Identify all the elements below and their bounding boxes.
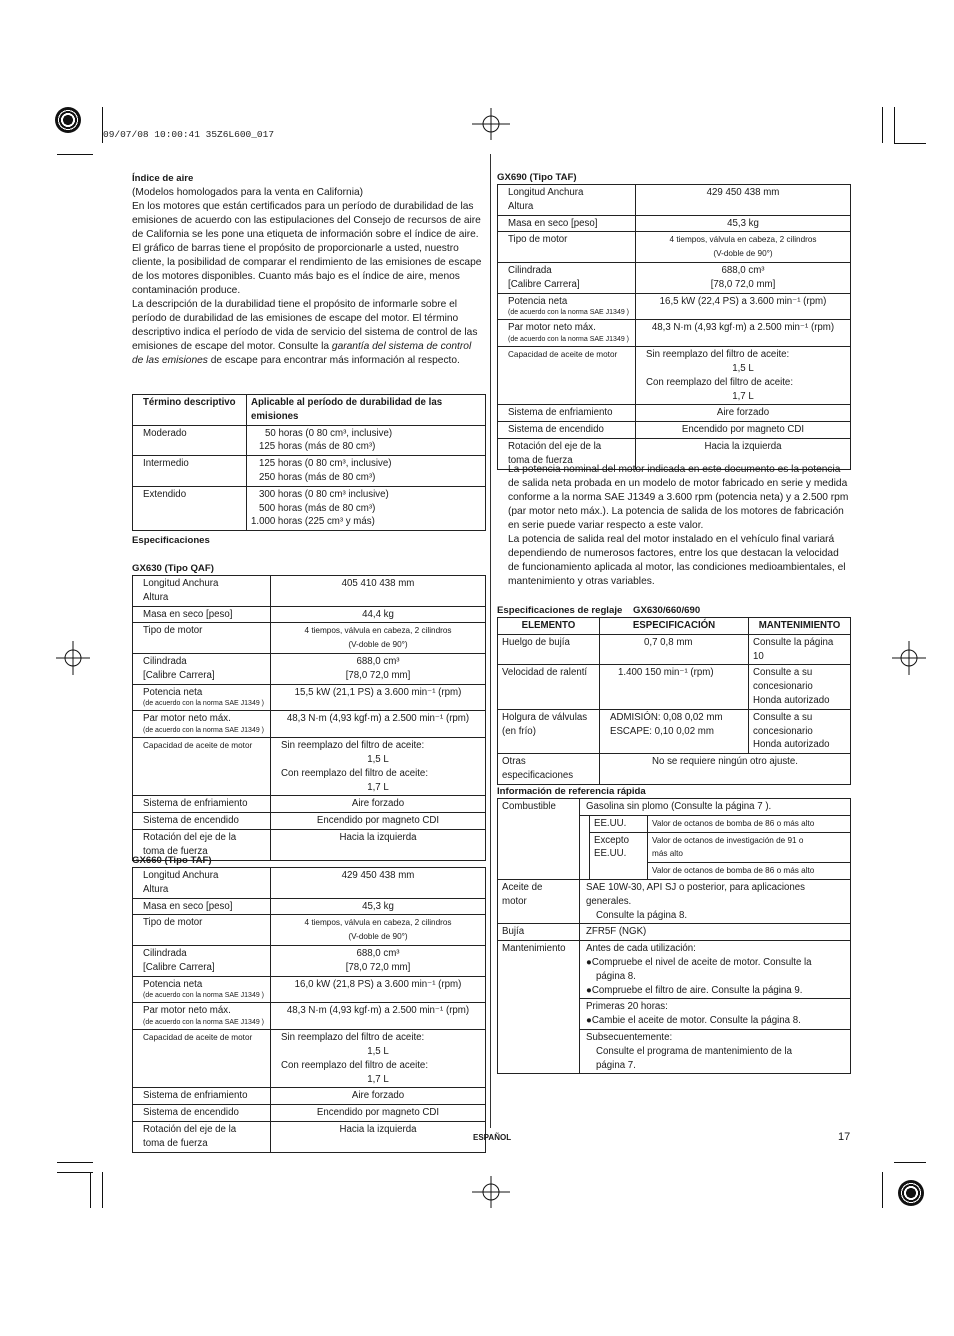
language-label: ESPAÑOL (473, 1133, 512, 1142)
bullet-icon: ● (586, 1015, 592, 1027)
quick-reference-table (497, 798, 851, 1074)
tuneup-table: ELEMENTO ESPECIFICACIÓN MANTENIMIENTO Huelgo de bujía 0,7 0,8 mm Consulte la página 10 Velocidad de ralentí 1.400 150 min⁻¹ (rpm) Consulte a su concesionario Honda autorizado Holgura de válvulas (en frío) ADMISIÓN: 0,08 0,02 mm ESCAPE: 0,10 0,02 mm Consulte a su concesionario Honda autorizado Otras especificaciones No se requiere ningún otro ajuste. (497, 617, 851, 785)
gx690-spec-table: Longitud Anchura Altura 429 450 438 mm Masa en seco [peso] 45,3 kg Tipo de motor 4 tiempos, válvula en cabeza, 2 cilindros (V-doble de 90°) Cilindrada [Calibre Carrera] 688,0 cm³ [78,0 72,0 mm] Potencia neta (de acuerdo con la norma SAE J1349 ) 16,5 kW (22,4 PS) a 3.600 min⁻¹ (rpm) Par motor neto máx. (de acuerdo con la norma SAE J1349 ) 48,3 N·m (4,93 kgf·m) a 2.500 min⁻¹ (rpm) Capacidad de aceite de motor Sin reemplazo del filtro de aceite: 1,5 L Con reemplazo del filtro de aceite: 1,7 L Sistema de enfriamiento Aire forzado Sistema de encendido Encendido por magneto CDI Rotación del eje de la toma de fuerza Hacia la izquierda (497, 184, 851, 470)
table-row: Mantenimiento Antes de cada utilización: ●Compruebe el nivel de aceite de motor. Consulte la página 8. ●Compruebe el filtro de aire. Consulte la página 9. (498, 941, 851, 999)
power-rating-note (508, 463, 851, 589)
table-row: EE.UU. Valor de octanos de bomba de 86 o más alto (498, 815, 851, 832)
table-row: Otras especificaciones No se requiere ningún otro ajuste. (498, 754, 851, 785)
warranty-reference: garantía del sistema de control de las emisiones (132, 341, 472, 366)
crosshair-mark-top (472, 108, 510, 140)
air-index-title: Índice de aire (132, 173, 194, 184)
air-index-paragraph-2: El gráfico de barras tiene el propósito de proporcionarle a usted, nuestro cliente, la posibilidad de comparar el rendimiento de las emisiones de escape de los motores disponibles. Cuanto más bajo es el índice de aire, menos contaminación produce. (132, 243, 482, 296)
table-row: Excepto EE.UU. Valor de octanos de investigación de 91 o más alto (498, 832, 851, 863)
power-note-paragraph-2: La potencia de salida real del motor instalado en el vehículo final variará dependiendo de numerosos factores, entre los que destacan la velocidad de funcionamiento aplicada al motor, las condiciones medioambientales, el mantenimiento y otras variables. (508, 534, 846, 587)
table-row: Combustible Gasolina sin plomo (Consulte la página 7 ). (498, 799, 851, 816)
gx660-spec-table: Longitud Anchura Altura 429 450 438 mm Masa en seco [peso] 45,3 kg Tipo de motor 4 tiempos, válvula en cabeza, 2 cilindros (V-doble de 90°) Cilindrada [Calibre Carrera] 688,0 cm³ [78,0 72,0 mm] Potencia neta (de acuerdo con la norma SAE J1349 ) 16,0 kW (21,8 PS) a 3.600 min⁻¹ (rpm) Par motor neto máx. (de acuerdo con la norma SAE J1349 ) 48,3 N·m (4,93 kgf·m) a 2.500 min⁻¹ (rpm) Capacidad de aceite de motor Sin reemplazo del filtro de aceite: 1,5 L Con reemplazo del filtro de aceite: 1,7 L Sistema de enfriamiento Aire forzado Sistema de encendido Encendido por magneto CDI Rotación del eje de la toma de fuerza Hacia la izquierda (132, 867, 486, 1153)
crosshair-mark-bottom (472, 1176, 510, 1208)
table-row: Intermedio 125 horas (0 80 cm³, inclusive) 250 horas (más de 80 cm³) (133, 456, 486, 487)
table-row: Holgura de válvulas (en frío) ADMISIÓN: 0,08 0,02 mm ESCAPE: 0,10 0,02 mm Consulte a su concesionario Honda autorizado (498, 709, 851, 753)
air-index-paragraph-1: En los motores que están certificados para un período de durabilidad de las emisiones de acuerdo con las estipulaciones del Consejo de recursos de aire de California se les pone una etiqueta de información sobre el índice de aire. (132, 201, 481, 240)
quick-reference-title: Información de referencia rápida (497, 786, 646, 797)
bullet-icon: ● (586, 956, 592, 968)
table-row: Velocidad de ralentí 1.400 150 min⁻¹ (rpm) Consulte a su concesionario Honda autorizado (498, 665, 851, 709)
table-row: Valor de octanos de bomba de 86 o más alto (498, 863, 851, 880)
air-index-subtitle: (Modelos homologados para la venta en California) (132, 187, 364, 198)
bullet-icon: ● (586, 984, 592, 996)
gx660-title: GX660 (Tipo TAF) (132, 855, 212, 866)
air-index-section (132, 172, 482, 368)
durability-table (132, 394, 486, 531)
specifications-title: Especificaciones (132, 535, 210, 546)
crosshair-mark-right (892, 641, 926, 675)
durability-col-period: Aplicable al período de durabilidad de las emisiones (247, 395, 486, 426)
registration-mark-top-left (55, 107, 81, 133)
registration-mark-bottom-right (898, 1180, 924, 1206)
tuneup-title: Especificaciones de reglaje GX630/660/690 (497, 605, 701, 616)
print-stamp: 09/07/08 10:00:41 35Z6L600_017 (103, 129, 275, 140)
gx630-spec-table: Longitud Anchura Altura 405 410 438 mm Masa en seco [peso] 44,4 kg Tipo de motor 4 tiempos, válvula en cabeza, 2 cilindros (V-doble de 90°) Cilindrada [Calibre Carrera] 688,0 cm³ [78,0 72,0 mm] Potencia neta (de acuerdo con la norma SAE J1349 ) 15,5 kW (21,1 PS) a 3.600 min⁻¹ (rpm) Par motor neto máx. (de acuerdo con la norma SAE J1349 ) 48,3 N·m (4,93 kgf·m) a 2.500 min⁻¹ (rpm) Capacidad de aceite de motor Sin reemplazo del filtro de aceite: 1,5 L Con reemplazo del filtro de aceite: 1,7 L Sistema de enfriamiento Aire forzado Sistema de encendido Encendido por magneto CDI Rotación del eje de la toma de fuerza Hacia la izquierda (132, 575, 486, 861)
crosshair-mark-left (56, 641, 90, 675)
gx690-title: GX690 (Tipo TAF) (497, 172, 577, 183)
air-index-paragraph-3: La descripción de la durabilidad tiene el propósito de informarle sobre el período de durabilidad de las emisiones de escape del motor. El término descriptivo indica el período de vida de servicio del sistema de control de las emisiones de escape del motor. Consulte la garantía del sistema de control de las emisiones de escape para encontrar más información al respecto. (132, 299, 478, 366)
table-row: Extendido 300 horas (0 80 cm³ inclusive) 500 horas (más de 80 cm³) 1.000 horas (225 cm³ y más) (133, 486, 486, 530)
table-row: Bujía ZFR5F (NGK) (498, 924, 851, 941)
table-row: Primeras 20 horas: ●Cambie el aceite de motor. Consulte la página 8. (498, 999, 851, 1030)
gx630-title: GX630 (Tipo QAF) (132, 563, 214, 574)
table-row: Huelgo de bujía 0,7 0,8 mm Consulte la página 10 (498, 634, 851, 665)
page-number: 17 (838, 1131, 851, 1143)
durability-col-term: Término descriptivo (133, 395, 247, 426)
table-row: Aceite de motor SAE 10W-30, API SJ o posterior, para aplicaciones generales. Consulte la página 8. (498, 879, 851, 923)
table-row: Moderado 50 horas (0 80 cm³, inclusive) 125 horas (más de 80 cm³) (133, 425, 486, 456)
power-note-paragraph-1: La potencia nominal del motor indicada en este documento es la potencia de salida neta probada en un modelo de motor fabricado en serie y medida conforme a la norma SAE J1349 a 3.600 rpm (potencia neta) y a 2.500 rpm (par motor neto máx.). La potencia de salida de los motores de fabricación en serie puede variar respecto a este valor. (508, 464, 849, 531)
table-row: Subsecuentemente: Consulte el programa de mantenimiento de la página 7. (498, 1029, 851, 1073)
